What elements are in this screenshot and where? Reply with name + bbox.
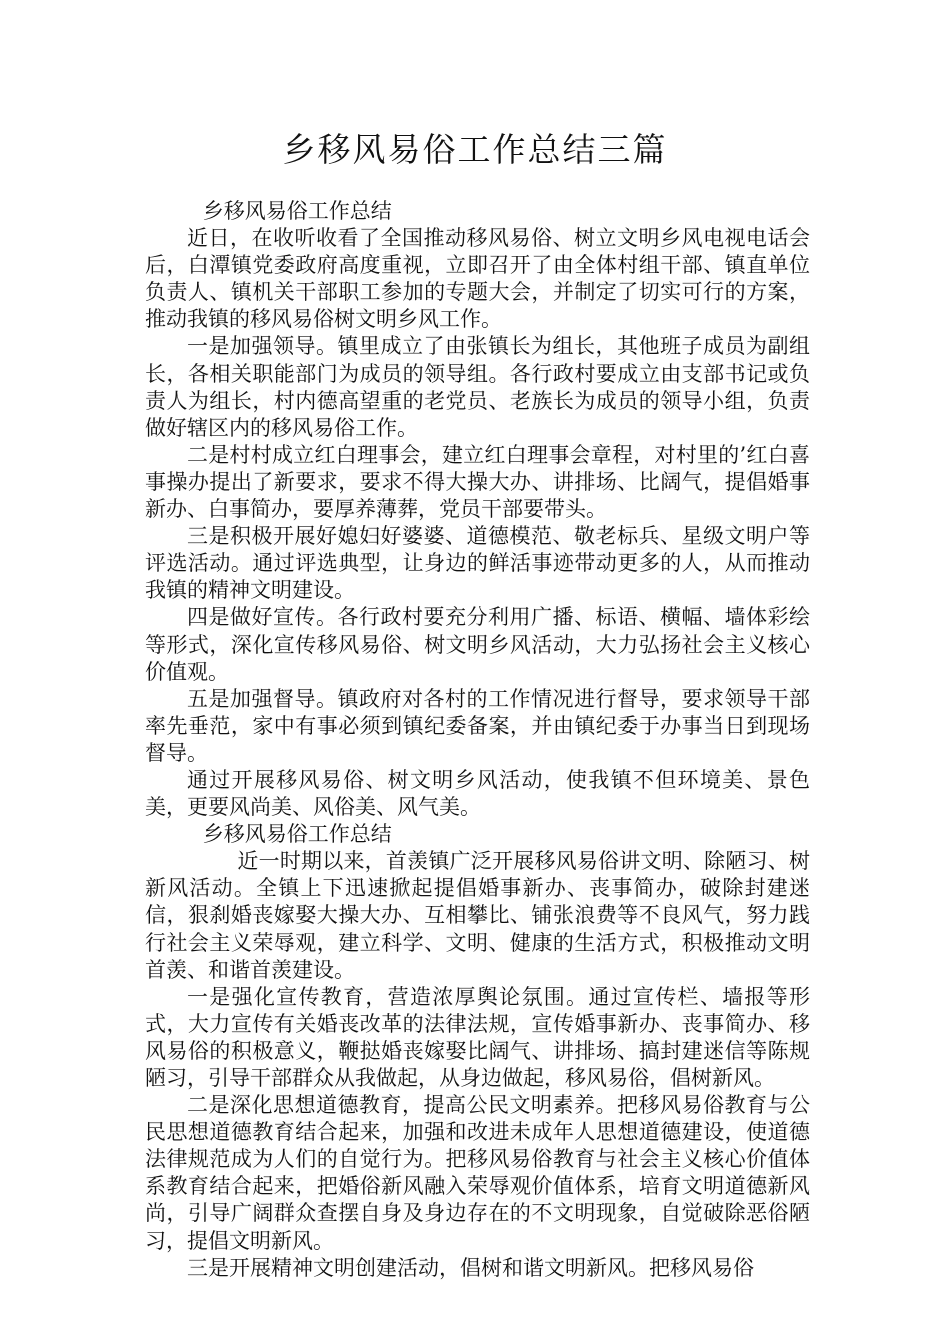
body-paragraph: 二是深化思想道德教育，提高公民文明素养。把移风易俗教育与公民思想道德教育结合起来，加强和改进未成年人思想道德建设，使道德法律规范成为人们的自觉行为。把移风易俗教育与社会主义核心价值体系教育结合起来，把婚俗新风融入荣辱观价值体系，培育文明道德新风尚，引导广阔群众查摆自身及身边存在的不文明现象，自觉破除恶俗陋习，提倡文明新风。 — [145, 1093, 810, 1253]
section-heading: 乡移风易俗工作总结 — [202, 822, 392, 847]
body-paragraph: 五是加强督导。镇政府对各村的工作情况进行督导，要求领导干部率先垂范，家中有事必须到镇纪委备案，并由镇纪委于办事当日到现场督导。 — [145, 686, 810, 765]
body-paragraph: 三是积极开展好媳妇好婆婆、道德模范、敬老标兵、星级文明户等评选活动。通过评选典型，让身边的鲜活事迹带动更多的人，从而推动我镇的精神文明建设。 — [145, 524, 810, 603]
body-paragraph: 二是村村成立红白理事会，建立红白理事会章程，对村里的’红白喜事操办提出了新要求，要求不得大操大办、讲排场、比阔气，提倡婚事新办、白事简办，要厚养薄葬，党员干部要带头。 — [145, 442, 810, 522]
body-paragraph: 一是强化宣传教育，营造浓厚舆论氛围。通过宣传栏、墙报等形式，大力宣传有关婚丧改革的法律法规，宣传婚事新办、丧事简办、移风易俗的积极意义，鞭挞婚丧嫁娶比阔气、讲排场、搞封建迷信等陈规陋习，引导干部群众从我做起，从身边做起，移风易俗，倡树新风。 — [145, 984, 810, 1090]
document-title: 乡移风易俗工作总结三篇 — [282, 130, 668, 169]
body-paragraph: 通过开展移风易俗、树文明乡风活动，使我镇不但环境美、景色美，更要风尚美、风俗美、风气美。 — [145, 767, 810, 820]
section-heading: 乡移风易俗工作总结 — [202, 199, 392, 223]
body-paragraph: 近日，在收听收看了全国推动移风易俗、树立文明乡风电视电话会后，白潭镇党委政府高度重视，立即召开了由全体村组干部、镇直单位负责人、镇机关干部职工参加的专题大会，并制定了切实可行的方案，推动我镇的移风易俗树文明乡风工作。 — [145, 226, 810, 332]
body-paragraph: 一是加强领导。镇里成立了由张镇长为组长，其他班子成员为副组长，各相关职能部门为成员的领导组。各行政村要成立由支部书记或负责人为组长，村内德高望重的老党员、老族长为成员的领导小组，负责做好辖区内的移风易俗工作。 — [145, 334, 810, 440]
body-paragraph: 四是做好宣传。各行政村要充分利用广播、标语、横幅、墙体彩绘等形式，深化宣传移风易俗、树文明乡风活动，大力弘扬社会主义核心价值观。 — [145, 605, 810, 684]
document-body — [145, 198, 810, 1282]
body-paragraph: 近一时期以来，首羡镇广泛开展移风易俗讲文明、除陋习、树新风活动。全镇上下迅速掀起提倡婚事新办、丧事简办，破除封建迷信，狠刹婚丧嫁娶大操大办、互相攀比、铺张浪费等不良风气，努力践行社会主义荣辱观，建立科学、文明、健康的生活方式，积极推动文明首羡、和谐首羡建设。 — [145, 849, 810, 982]
body-paragraph: 三是开展精神文明创建活动，倡树和谐文明新风。把移风易俗 — [187, 1255, 754, 1280]
